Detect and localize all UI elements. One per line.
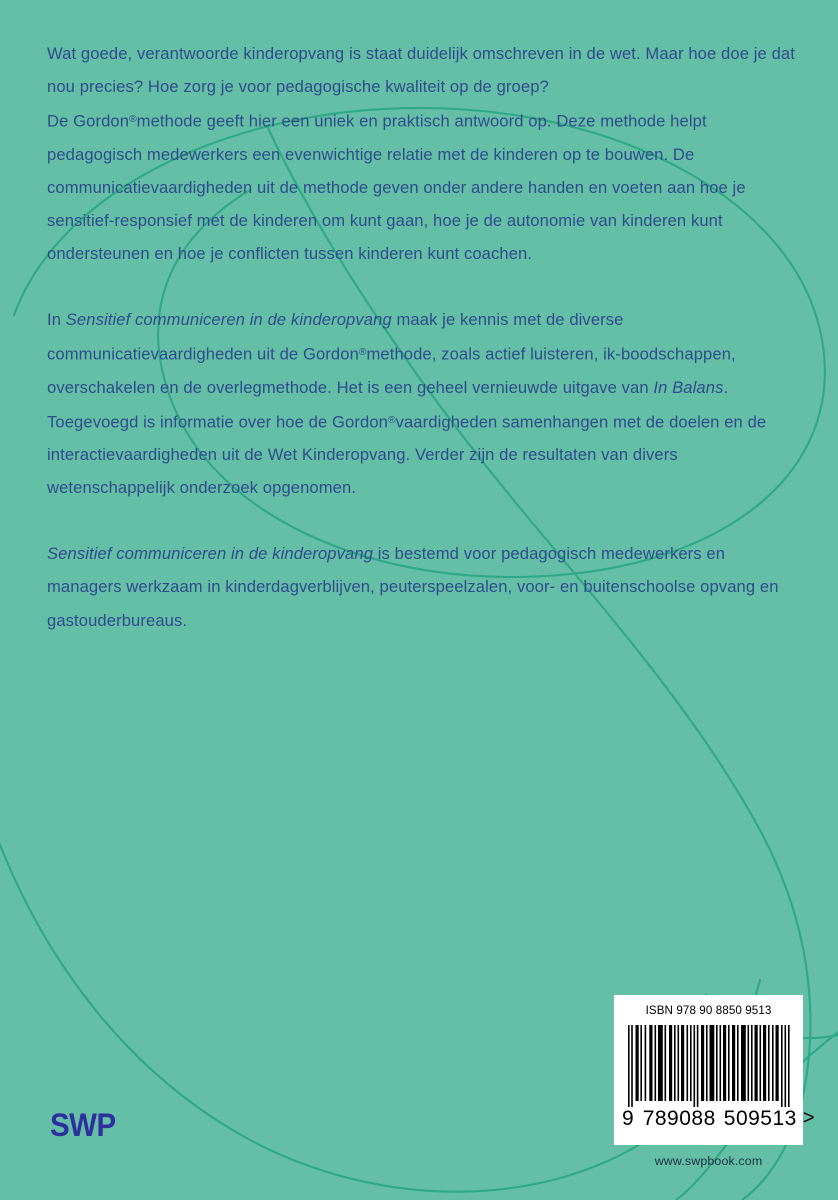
- blurb-p2-d: vaardigheden samenhangen met de doelen en de interactievaardigheden uit de Wet Kinderopvang. Verder zijn de resultaten van divers wetenschappelijk onderzoek opgenomen.: [47, 411, 767, 498]
- barcode-caret: >: [802, 1107, 815, 1129]
- book-title-italic-2: In Balans: [653, 377, 724, 397]
- blurb-p1-text-a: Wat goede, verantwoorde kinderopvang is staat duidelijk omschreven in de wet. Maar hoe doe je dat nou precies? Hoe zorg je voor pedagogische kwaliteit op de groep?: [47, 44, 795, 97]
- barcode-lead-digit: 9: [622, 1107, 634, 1130]
- blurb-p2-a: maak je kennis met de diverse communicatievaardigheden uit de Gordon: [47, 310, 624, 364]
- registered-trademark-icon: ®: [388, 414, 396, 426]
- publisher-website: www.swpbook.com: [654, 1154, 763, 1168]
- blurb-paragraph-1: [47, 37, 802, 270]
- barcode-bars: [628, 1025, 790, 1107]
- blurb-p2-pre: In: [47, 310, 66, 330]
- blurb-p2-b: methode, zoals actief luisteren, ik-boodschappen, overschakelen en de overlegmethode. Het is een geheel vernieuwde uitgave van: [47, 344, 736, 397]
- blurb-p3-rest: is bestemd voor pedagogisch medewerkers en managers werkzaam in kinderdagverblijven, peuterspeelzalen, voor- en buitenschoolse opvang en gastouderbureaus.: [47, 544, 779, 630]
- book-title-italic-1: Sensitief communiceren in de kinderopvang: [65, 310, 392, 330]
- barcode-card: [614, 995, 815, 1145]
- registered-trademark-icon: ®: [358, 347, 367, 359]
- publisher-logo-swp: SWP: [50, 1107, 116, 1143]
- blurb-paragraph-3: [47, 537, 802, 636]
- blurb-p2-c: . Toegevoegd is informatie over hoe de Gordon: [47, 377, 729, 431]
- barcode-block: [614, 995, 815, 1168]
- barcode-left-group: 789088: [642, 1107, 716, 1130]
- blurb-p1-gordon: De Gordon: [47, 111, 130, 131]
- isbn-label: ISBN 978 90 8850 9513: [645, 1004, 772, 1017]
- back-cover-blurb: [47, 37, 802, 637]
- blurb-p1-text-b: methode geeft hier een uniek en praktisch antwoord op. Deze methode helpt pedagogisch medewerkers een evenwichtige relatie met de kinderen op te bouwen. De communicatievaardigheden uit de methode geven onder andere handen en voeten aan hoe je sensitief-responsief met de kinderen om kunt gaan, hoe je de autonomie van kinderen kunt ondersteunen en hoe je conflicten tussen kinderen kunt coachen.: [47, 111, 746, 263]
- blurb-paragraph-2: [47, 303, 802, 504]
- barcode-digits: [622, 1107, 815, 1135]
- registered-trademark-icon: ®: [129, 114, 137, 126]
- book-title-italic-3: Sensitief communiceren in de kinderopvang: [47, 544, 374, 564]
- barcode-right-group: 509513: [723, 1107, 797, 1130]
